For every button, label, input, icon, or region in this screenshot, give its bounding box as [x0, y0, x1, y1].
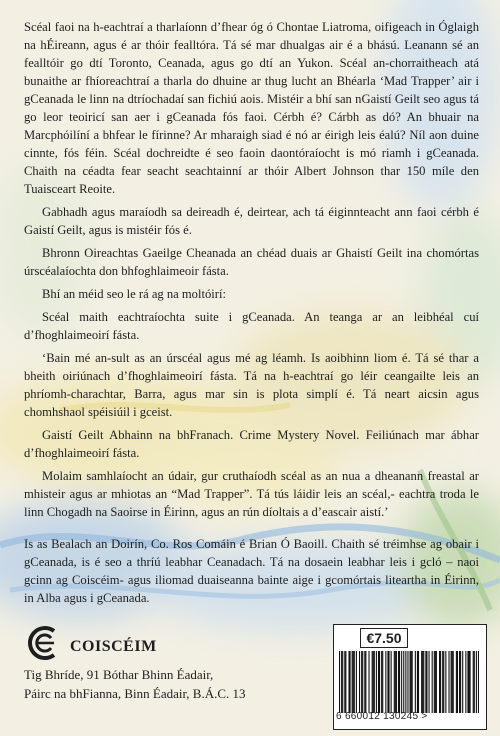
coisceim-logo-icon [24, 622, 66, 664]
barcode-digits: 6 660012 130245 > [336, 711, 428, 722]
back-cover-text [24, 18, 479, 612]
judge-quote-1: Scéal maith eachtraíochta suite i gCeanada. An teanga ar an leibhéal cuí d’fhoghlaimeoirí fásta. [24, 310, 479, 342]
publisher-address-line-2: Páirc na bhFianna, Binn Éadair, B.Á.C. 13 [24, 686, 246, 701]
judge-quote-2: ‘Bain mé an-sult as an úrscéal agus mé ag léamh. Is aoibhinn liom é. Tá sé thar a bheith oiriúnach d’fhoghlaimeoirí fásta. Tá na h-eachtraí go léir ceangailte leis an phríomh-charachtar, Barra, agus mar sin is plota simplí é. Tá neart aicsin agus chomhshaol spéisiúil i gceist. [24, 351, 479, 419]
author-bio: Is as Bealach an Doirín, Co. Ros Comáin é Brian Ó Baoill. Chaith sé tréimhse ag obair i gCeanada, is é seo a thríú leabhar Ceanadach. Tá na dosaein leabhar leis i gcló – naoi gcinn ag Coiscéim- agus iliomad duaiseanna bainte aige i gcomórtais liteartha in Éirinn, in Alba agus i gCeanada. [24, 537, 479, 605]
judges-intro: Bhí an méid seo le rá ag na moltóirí: [42, 287, 226, 301]
barcode-icon [339, 651, 479, 713]
publisher-block [24, 622, 246, 702]
barcode-panel [333, 624, 487, 730]
synopsis-paragraph: Scéal faoi na h-eachtraí a tharlaíonn d’fhear óg ó Chontae Liatroma, oifigeach in Óglaigh na hÉireann, agus é ar thóir fealltóra. Tá sé mar dhualgas air é a bhású. Leanann sé an fealltóir go dtí Toronto, Ceanada, agus go dtí an Yukon. Scéal an-chorraitheach atá bunaithe ar fhíoreachtraí a tharla do dhuine ar thug lucht an Bhéarla ‘Mad Trapper’ air i gCeanada le linn na dtríochadaí san fichiú aois. Mistéir a bhí san nGaistí Geilt seo agus tá go leor teoiricí san aer i gCeanada fós faoi. Cérbh é? Cárbh as dó? An bhuair na Marcphóilíní a bhfear le fírinne? Ar mharaigh siad é nó ar éirigh leis éalú? Níl aon duine cinnte, fós féin. Scéal dochreidte é seo faoin daontóraíocht is mó riamh i gCeanada. Chaith na céadta fear seacht seachtainní ar thóir Albert Johnson thar 150 míle den Tuaisceart Reoite. [24, 20, 479, 196]
publisher-address-line-1: Tig Bhríde, 91 Bóthar Bhinn Éadair, [24, 667, 214, 682]
price-label: €7.50 [360, 628, 408, 648]
judge-quote-4: Molaim samhlaíocht an údair, gur cruthaíodh scéal as an nua a dheanann freastal ar mhisteir agus ar mhiotas an “Mad Trapper”. Tá tús láidir leis an scéal,- eachtra troda le linn Chogadh na Saoirse in Éirinn, agus an rún díoltais a d’eascair aistí.’ [24, 469, 479, 519]
capture-paragraph: Gabhadh agus maraíodh sa deireadh é, deirtear, ach tá éiginnteacht ann faoi cérbh é Gaistí Geilt, agus is mistéir fós é. [24, 205, 479, 237]
publisher-name: COISCÉIM [70, 638, 157, 655]
judge-quote-3: Gaistí Geilt Abhainn na bhFranach. Crime Mystery Novel. Feiliúnach mar ábhar d’fhoghlaimeoirí fásta. [24, 428, 479, 460]
award-paragraph: Bhronn Oireachtas Gaeilge Cheanada an chéad duais ar Ghaistí Geilt ina chomórtas úrscéalaíochta don bhfoghlaimeoir fásta. [24, 246, 479, 278]
